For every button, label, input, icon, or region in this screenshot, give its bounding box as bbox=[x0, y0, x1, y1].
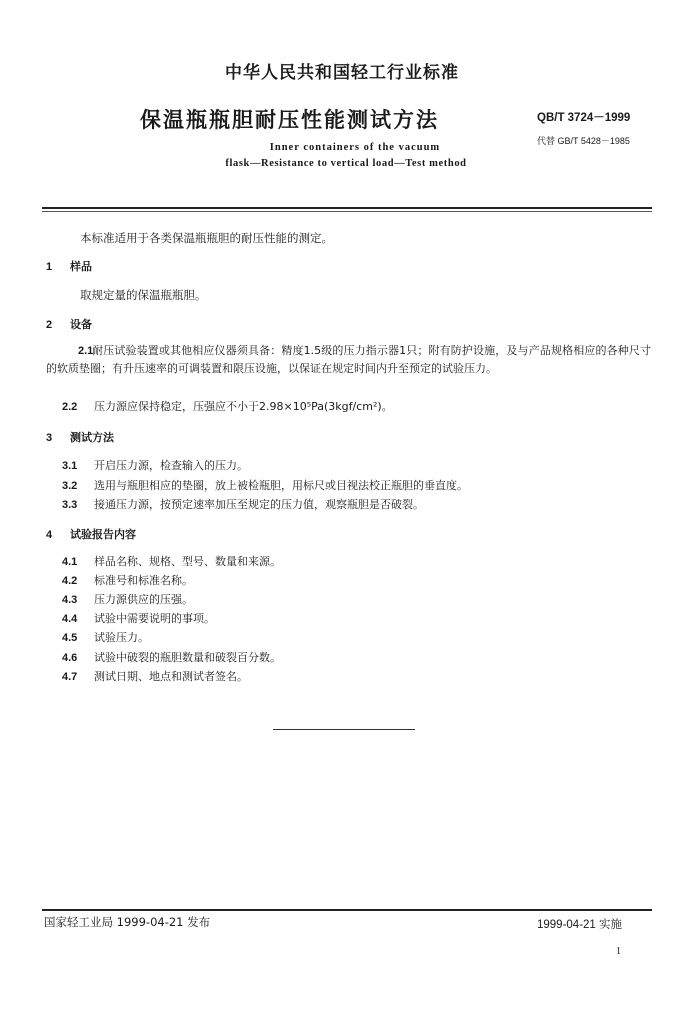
english-title-line-2: flask—Resistance to vertical load—Test method bbox=[225, 158, 467, 169]
section-title: 设备 bbox=[70, 318, 92, 331]
end-rule bbox=[273, 729, 415, 730]
header-rule bbox=[42, 207, 652, 209]
section-title: 测试方法 bbox=[70, 431, 114, 444]
clause-4-1 bbox=[62, 553, 281, 569]
clause-text: 标准号和标准名称。 bbox=[94, 574, 193, 587]
section-3-heading bbox=[46, 429, 114, 445]
clause-text: 试验中需要说明的事项。 bbox=[94, 612, 215, 625]
clause-number: 4.1 bbox=[62, 556, 78, 568]
clause-2-2 bbox=[62, 398, 393, 414]
section-4-heading bbox=[46, 526, 136, 542]
english-title-line-1: Inner containers of the vacuum bbox=[269, 142, 441, 153]
section-title: 样品 bbox=[70, 260, 92, 273]
clause-number: 4.2 bbox=[62, 575, 78, 587]
clause-text: 试验压力。 bbox=[94, 631, 149, 644]
clause-number: 3.1 bbox=[62, 460, 78, 472]
clause-number: 4.7 bbox=[62, 671, 78, 683]
clause-2-1 bbox=[46, 342, 651, 377]
section-title: 试验报告内容 bbox=[70, 528, 136, 541]
section-number: 2 bbox=[46, 319, 53, 331]
clause-4-4 bbox=[62, 610, 215, 626]
header-rule-thin bbox=[42, 211, 652, 212]
clause-text: 开启压力源，检查输入的压力。 bbox=[94, 459, 248, 472]
issue-statement: 国家轻工业局 1999-04-21 发布 bbox=[44, 915, 211, 929]
clause-text: 耐压试验装置或其他相应仪器须具备：精度1.5级的压力指示器1只；附有防护设施，及与产品规格相应的各种尺寸的软质垫圈；有升压速率的可调装置和限压设施，以保证在规定时间内升至预定的试验压力。 bbox=[46, 344, 651, 375]
effective-statement: 1999-04-21 实施 bbox=[537, 919, 623, 931]
clause-text: 样品名称、规格、型号、数量和来源。 bbox=[94, 555, 281, 568]
clause-number: 3.3 bbox=[62, 499, 78, 511]
section-number: 3 bbox=[46, 432, 53, 444]
replaces-standard: 代替 GB/T 5428－1985 bbox=[537, 136, 630, 146]
clause-3-1 bbox=[62, 457, 248, 473]
clause-3-2 bbox=[62, 477, 468, 493]
page-number: 1 bbox=[616, 946, 621, 957]
footer-rule bbox=[42, 909, 652, 911]
clause-text: 测试日期、地点和测试者签名。 bbox=[94, 670, 248, 683]
clause-number: 2.1 bbox=[78, 345, 94, 357]
industry-standard-label: 中华人民共和国轻工行业标准 bbox=[225, 63, 459, 83]
clause-number: 2.2 bbox=[62, 401, 78, 413]
clause-4-3 bbox=[62, 591, 193, 607]
clause-number: 4.3 bbox=[62, 594, 78, 606]
section-1-text: 取规定量的保温瓶瓶胆。 bbox=[80, 288, 207, 302]
standard-number: QB/T 3724－1999 bbox=[537, 112, 631, 124]
clause-text: 压力源应保持稳定，压强应不小于2.98×10⁵Pa(3kgf/cm²)。 bbox=[94, 400, 393, 413]
clause-number: 3.2 bbox=[62, 480, 78, 492]
clause-4-6 bbox=[62, 649, 281, 665]
clause-text: 试验中破裂的瓶胆数量和破裂百分数。 bbox=[94, 651, 281, 664]
clause-3-3 bbox=[62, 496, 424, 512]
scope-paragraph: 本标准适用于各类保温瓶瓶胆的耐压性能的测定。 bbox=[80, 231, 333, 245]
clause-number: 4.5 bbox=[62, 632, 78, 644]
clause-4-7 bbox=[62, 668, 248, 684]
section-1-heading bbox=[46, 258, 92, 274]
clause-text: 压力源供应的压强。 bbox=[94, 593, 193, 606]
section-number: 1 bbox=[46, 261, 53, 273]
clause-text: 选用与瓶胆相应的垫圈，放上被检瓶胆，用标尺或目视法校正瓶胆的垂直度。 bbox=[94, 479, 468, 492]
section-number: 4 bbox=[46, 529, 53, 541]
clause-number: 4.6 bbox=[62, 652, 78, 664]
clause-4-2 bbox=[62, 572, 193, 588]
clause-text: 接通压力源，按预定速率加压至规定的压力值，观察瓶胆是否破裂。 bbox=[94, 498, 424, 511]
clause-4-5 bbox=[62, 629, 149, 645]
clause-number: 4.4 bbox=[62, 613, 78, 625]
document-title: 保温瓶瓶胆耐压性能测试方法 bbox=[140, 108, 439, 132]
section-2-heading bbox=[46, 316, 92, 332]
